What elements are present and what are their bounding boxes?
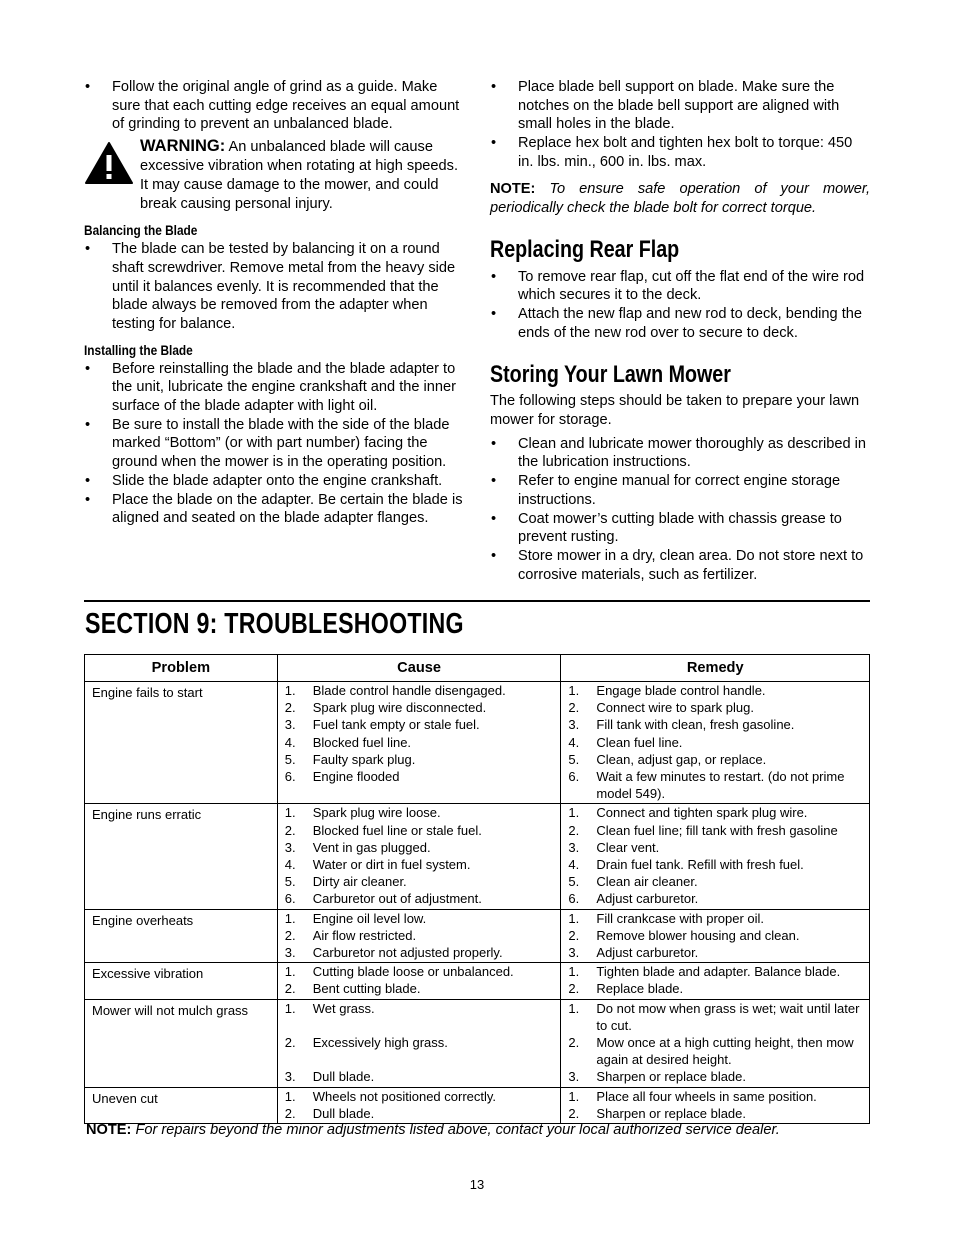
list-item bbox=[285, 804, 558, 821]
warning-label: WARNING: bbox=[140, 137, 226, 156]
item-number: 3. bbox=[284, 717, 296, 733]
installing-bullets bbox=[84, 360, 466, 528]
list-item bbox=[568, 682, 866, 699]
item-text: Vent in gas plugged. bbox=[312, 839, 431, 855]
item-number: 2. bbox=[284, 927, 296, 943]
remedy-cell bbox=[561, 963, 870, 999]
item-number: 2. bbox=[284, 1105, 296, 1121]
item-number: 6. bbox=[568, 891, 580, 907]
item-text: Place all four wheels in same position. bbox=[596, 1088, 817, 1104]
item-text: Dirty air cleaner. bbox=[312, 874, 407, 890]
item-number: 3. bbox=[568, 717, 580, 733]
item-text: Blocked fuel line. bbox=[312, 734, 412, 750]
table-body bbox=[85, 682, 870, 1124]
list-item bbox=[285, 1105, 558, 1122]
list-item bbox=[285, 873, 558, 890]
list-item bbox=[568, 716, 866, 733]
item-text: Engine flooded bbox=[312, 769, 400, 785]
remedy-cell bbox=[561, 909, 870, 963]
list-item bbox=[285, 980, 558, 997]
remedy-cell bbox=[561, 682, 870, 804]
list-item bbox=[568, 768, 866, 802]
cause-cell bbox=[277, 909, 561, 963]
cause-cell bbox=[277, 999, 561, 1087]
problem-cell: Excessive vibration bbox=[85, 963, 278, 999]
list-item bbox=[568, 751, 866, 768]
item-text: Adjust carburetor. bbox=[596, 945, 699, 961]
item-number: 1. bbox=[284, 1000, 296, 1016]
item-number: 1. bbox=[568, 805, 580, 821]
item-number: 2. bbox=[568, 1105, 580, 1121]
item-text: Blade control handle disengaged. bbox=[312, 683, 506, 698]
cause-list bbox=[285, 682, 558, 785]
cause-list bbox=[285, 963, 558, 997]
remedy-list bbox=[568, 804, 866, 907]
cause-cell bbox=[277, 804, 561, 909]
cause-list bbox=[285, 1000, 558, 1086]
table-header-row bbox=[85, 655, 870, 682]
item-number: 3. bbox=[284, 945, 296, 961]
list-item: • Be sure to install the blade with the side of the blade marked “Bottom” (or with part number) facing the ground when the mower is in the operating position. bbox=[84, 416, 466, 472]
remedy-list bbox=[568, 963, 866, 997]
section-divider bbox=[84, 600, 870, 602]
item-text: Adjust carburetor. bbox=[596, 891, 699, 907]
item-text: Blocked fuel line or stale fuel. bbox=[312, 822, 482, 838]
item-number: 1. bbox=[284, 964, 296, 980]
list-item bbox=[568, 1000, 866, 1034]
list-item bbox=[568, 1034, 866, 1068]
list-item: • Store mower in a dry, clean area. Do not store next to corrosive materials, such as fertilizer. bbox=[490, 547, 870, 584]
cause-list bbox=[285, 910, 558, 962]
item-text: Tighten blade and adapter. Balance blade. bbox=[596, 964, 841, 980]
list-item bbox=[285, 822, 558, 839]
item-text: Carburetor out of adjustment. bbox=[312, 891, 482, 907]
cause-cell bbox=[277, 682, 561, 804]
balancing-bullets bbox=[84, 240, 466, 334]
bell-support-bullets bbox=[490, 78, 870, 172]
list-item bbox=[285, 1034, 558, 1051]
item-number: 1. bbox=[568, 683, 580, 698]
item-number: 2. bbox=[568, 700, 580, 716]
cause-cell bbox=[277, 1087, 561, 1123]
item-number: 2. bbox=[568, 1035, 580, 1051]
item-text: Wait a few minutes to restart. (do not prime model 549). bbox=[596, 769, 845, 802]
note-label: NOTE: bbox=[490, 180, 536, 197]
item-text: Clean fuel line. bbox=[596, 734, 683, 750]
item-text: Connect and tighten spark plug wire. bbox=[596, 805, 808, 821]
item-number: 2. bbox=[568, 981, 580, 997]
problem-cell: Mower will not mulch grass bbox=[85, 999, 278, 1087]
list-item bbox=[285, 1088, 558, 1105]
item-number: 1. bbox=[284, 910, 296, 926]
item-text: Water or dirt in fuel system. bbox=[312, 857, 471, 873]
list-item bbox=[285, 699, 558, 716]
header-cause: Cause bbox=[277, 655, 561, 682]
header-problem: Problem bbox=[85, 655, 278, 682]
item-number: 4. bbox=[568, 734, 580, 750]
item-text: Clean, adjust gap, or replace. bbox=[596, 751, 767, 767]
item-text: Fill tank with clean, fresh gasoline. bbox=[596, 717, 795, 733]
table-row bbox=[85, 804, 870, 909]
problem-cell: Uneven cut bbox=[85, 1087, 278, 1123]
list-item bbox=[285, 716, 558, 733]
remedy-list bbox=[568, 1088, 866, 1122]
left-column bbox=[84, 78, 466, 528]
service-note bbox=[86, 1122, 780, 1138]
list-item bbox=[568, 822, 866, 839]
list-item: • Refer to engine manual for correct engine storage instructions. bbox=[490, 472, 870, 509]
list-item bbox=[285, 927, 558, 944]
item-text: Engage blade control handle. bbox=[596, 683, 766, 698]
item-text: Cutting blade loose or unbalanced. bbox=[312, 964, 514, 980]
troubleshooting-table bbox=[84, 654, 870, 1124]
remedy-cell bbox=[561, 1087, 870, 1123]
cause-list bbox=[285, 1088, 558, 1122]
list-item: • Coat mower’s cutting blade with chassis grease to prevent rusting. bbox=[490, 510, 870, 547]
list-item: • Slide the blade adapter onto the engine crankshaft. bbox=[84, 472, 466, 491]
item-number: 5. bbox=[568, 874, 580, 890]
problem-cell: Engine runs erratic bbox=[85, 804, 278, 909]
storing-heading: Storing Your Lawn Mower bbox=[490, 361, 731, 389]
table-row bbox=[85, 682, 870, 804]
table-row bbox=[85, 1087, 870, 1123]
header-remedy: Remedy bbox=[561, 655, 870, 682]
list-item: • Attach the new flap and new rod to deck, bending the ends of the new rod over to secure to deck. bbox=[490, 305, 870, 342]
item-number: 2. bbox=[568, 927, 580, 943]
table-row bbox=[85, 909, 870, 963]
remedy-list bbox=[568, 910, 866, 962]
item-number: 1. bbox=[284, 683, 296, 698]
item-number: 5. bbox=[284, 751, 296, 767]
item-text: Fill crankcase with proper oil. bbox=[596, 910, 765, 926]
remedy-list bbox=[568, 682, 866, 802]
item-number: 1. bbox=[568, 964, 580, 980]
list-item bbox=[285, 944, 558, 961]
list-item bbox=[568, 734, 866, 751]
list-item: • Follow the original angle of grind as a guide. Make sure that each cutting edge receives an equal amount of grinding to prevent an unbalanced blade. bbox=[84, 78, 466, 134]
list-item bbox=[568, 963, 866, 980]
cause-list bbox=[285, 804, 558, 907]
item-text: Remove blower housing and clean. bbox=[596, 927, 800, 943]
item-text: Mow once at a high cutting height, then mow again at desired height. bbox=[596, 1035, 854, 1068]
item-text: Bent cutting blade. bbox=[312, 981, 421, 997]
table-row bbox=[85, 963, 870, 999]
list-item: • Before reinstalling the blade and the blade adapter to the unit, lubricate the engine crankshaft and the inner surface of the blade adapter with light oil. bbox=[84, 360, 466, 416]
item-number: 3. bbox=[284, 1069, 296, 1085]
list-item bbox=[285, 839, 558, 856]
item-text: Spark plug wire loose. bbox=[312, 805, 441, 821]
list-item: • Place the blade on the adapter. Be certain the blade is aligned and seated on the blade adapter flanges. bbox=[84, 491, 466, 528]
list-item bbox=[285, 682, 558, 699]
warning-text: An unbalanced blade will cause excessive vibration when rotating at high speeds. It may cause damage to the mower, and could break causing personal injury. bbox=[140, 139, 459, 213]
list-item bbox=[568, 856, 866, 873]
item-number: 2. bbox=[568, 822, 580, 838]
installing-heading: Installing the Blade bbox=[84, 342, 193, 358]
service-note-text: For repairs beyond the minor adjustments listed above, contact your local authorized service dealer. bbox=[135, 1122, 780, 1138]
item-text: Dull blade. bbox=[312, 1105, 375, 1121]
balancing-heading: Balancing the Blade bbox=[84, 223, 198, 239]
item-text: Engine oil level low. bbox=[312, 910, 427, 926]
list-item bbox=[285, 751, 558, 768]
list-item: • The blade can be tested by balancing it on a round shaft screwdriver. Remove metal from the heavy side until it balances evenly. It is recommended that the blade always be removed from the adapter when testing for balance. bbox=[84, 240, 466, 334]
item-number: 6. bbox=[568, 769, 580, 785]
item-text: Replace blade. bbox=[596, 981, 684, 997]
problem-cell: Engine fails to start bbox=[85, 682, 278, 804]
warning-triangle-icon bbox=[84, 141, 134, 185]
list-item bbox=[568, 873, 866, 890]
list-item bbox=[285, 1000, 558, 1017]
item-text: Spark plug wire disconnected. bbox=[312, 700, 487, 716]
item-number: 2. bbox=[284, 1035, 296, 1051]
rear-flap-bullets bbox=[490, 268, 870, 343]
note-text: To ensure safe operation of your mower, periodically check the blade bolt for correct torque. bbox=[490, 180, 870, 216]
item-number: 1. bbox=[284, 805, 296, 821]
item-number: 4. bbox=[284, 734, 296, 750]
list-item bbox=[568, 910, 866, 927]
torque-note bbox=[490, 180, 870, 218]
item-number: 5. bbox=[284, 874, 296, 890]
list-item: • To remove rear flap, cut off the flat end of the wire rod which secures it to the deck. bbox=[490, 268, 870, 305]
list-item bbox=[568, 980, 866, 997]
remedy-cell bbox=[561, 999, 870, 1087]
item-text: Wheels not positioned correctly. bbox=[312, 1088, 497, 1104]
service-note-label: NOTE: bbox=[86, 1122, 132, 1138]
table-row bbox=[85, 999, 870, 1087]
item-text: Do not mow when grass is wet; wait until later to cut. bbox=[596, 1000, 860, 1033]
rear-flap-heading: Replacing Rear Flap bbox=[490, 235, 680, 263]
item-number: 2. bbox=[284, 822, 296, 838]
storing-bullets bbox=[490, 435, 870, 585]
item-number: 6. bbox=[284, 891, 296, 907]
item-number: 1. bbox=[568, 1000, 580, 1016]
item-number: 3. bbox=[568, 839, 580, 855]
item-text: Sharpen or replace blade. bbox=[596, 1105, 747, 1121]
list-item bbox=[285, 963, 558, 980]
page-number: 13 bbox=[469, 1177, 485, 1192]
item-text: Drain fuel tank. Refill with fresh fuel. bbox=[596, 857, 804, 873]
item-text: Wet grass. bbox=[312, 1000, 375, 1016]
list-item bbox=[568, 1088, 866, 1105]
item-number: 4. bbox=[284, 857, 296, 873]
remedy-list bbox=[568, 1000, 866, 1086]
item-text: Sharpen or replace blade. bbox=[596, 1069, 747, 1085]
item-number: 2. bbox=[284, 981, 296, 997]
list-item bbox=[568, 927, 866, 944]
item-text: Fuel tank empty or stale fuel. bbox=[312, 717, 480, 733]
item-number: 1. bbox=[568, 1088, 580, 1104]
item-number: 3. bbox=[568, 1069, 580, 1085]
list-item bbox=[568, 839, 866, 856]
list-item bbox=[568, 1068, 866, 1085]
item-number: 1. bbox=[568, 910, 580, 926]
item-text: Excessively high grass. bbox=[312, 1035, 448, 1051]
item-number: 3. bbox=[568, 945, 580, 961]
item-text: Faulty spark plug. bbox=[312, 751, 416, 767]
list-item bbox=[568, 1105, 866, 1122]
storing-intro: The following steps should be taken to prepare your lawn mower for storage. bbox=[490, 393, 860, 429]
item-number: 6. bbox=[284, 769, 296, 785]
list-item bbox=[285, 910, 558, 927]
cause-cell bbox=[277, 963, 561, 999]
item-number: 3. bbox=[284, 839, 296, 855]
item-number: 2. bbox=[284, 700, 296, 716]
item-number: 1. bbox=[284, 1088, 296, 1104]
list-item bbox=[285, 768, 558, 785]
list-item bbox=[568, 890, 866, 907]
section-title: SECTION 9: TROUBLESHOOTING bbox=[85, 608, 464, 640]
list-item bbox=[568, 944, 866, 961]
problem-cell: Engine overheats bbox=[85, 909, 278, 963]
item-text: Connect wire to spark plug. bbox=[596, 700, 754, 716]
item-text: Dull blade. bbox=[312, 1069, 375, 1085]
list-item bbox=[568, 699, 866, 716]
list-item: • Clean and lubricate mower thoroughly as described in the lubrication instructions. bbox=[490, 435, 870, 472]
item-text: Air flow restricted. bbox=[312, 927, 417, 943]
list-item: • Replace hex bolt and tighten hex bolt to torque: 450 in. lbs. min., 600 in. lbs. max. bbox=[490, 134, 870, 171]
item-text: Carburetor not adjusted properly. bbox=[312, 945, 503, 961]
remedy-cell bbox=[561, 804, 870, 909]
warning-block bbox=[84, 137, 466, 214]
item-text: Clear vent. bbox=[596, 839, 660, 855]
right-column bbox=[490, 78, 870, 584]
list-item bbox=[285, 734, 558, 751]
item-text: Clean fuel line; fill tank with fresh gasoline bbox=[596, 822, 838, 838]
grind-bullets bbox=[84, 78, 466, 134]
list-item bbox=[568, 804, 866, 821]
item-number: 5. bbox=[568, 751, 580, 767]
item-number: 4. bbox=[568, 857, 580, 873]
list-item: • Place blade bell support on blade. Make sure the notches on the blade bell support are aligned with small holes in the blade. bbox=[490, 78, 870, 134]
list-item bbox=[285, 856, 558, 873]
list-item bbox=[285, 890, 558, 907]
item-text: Clean air cleaner. bbox=[596, 874, 698, 890]
list-item bbox=[285, 1068, 558, 1085]
